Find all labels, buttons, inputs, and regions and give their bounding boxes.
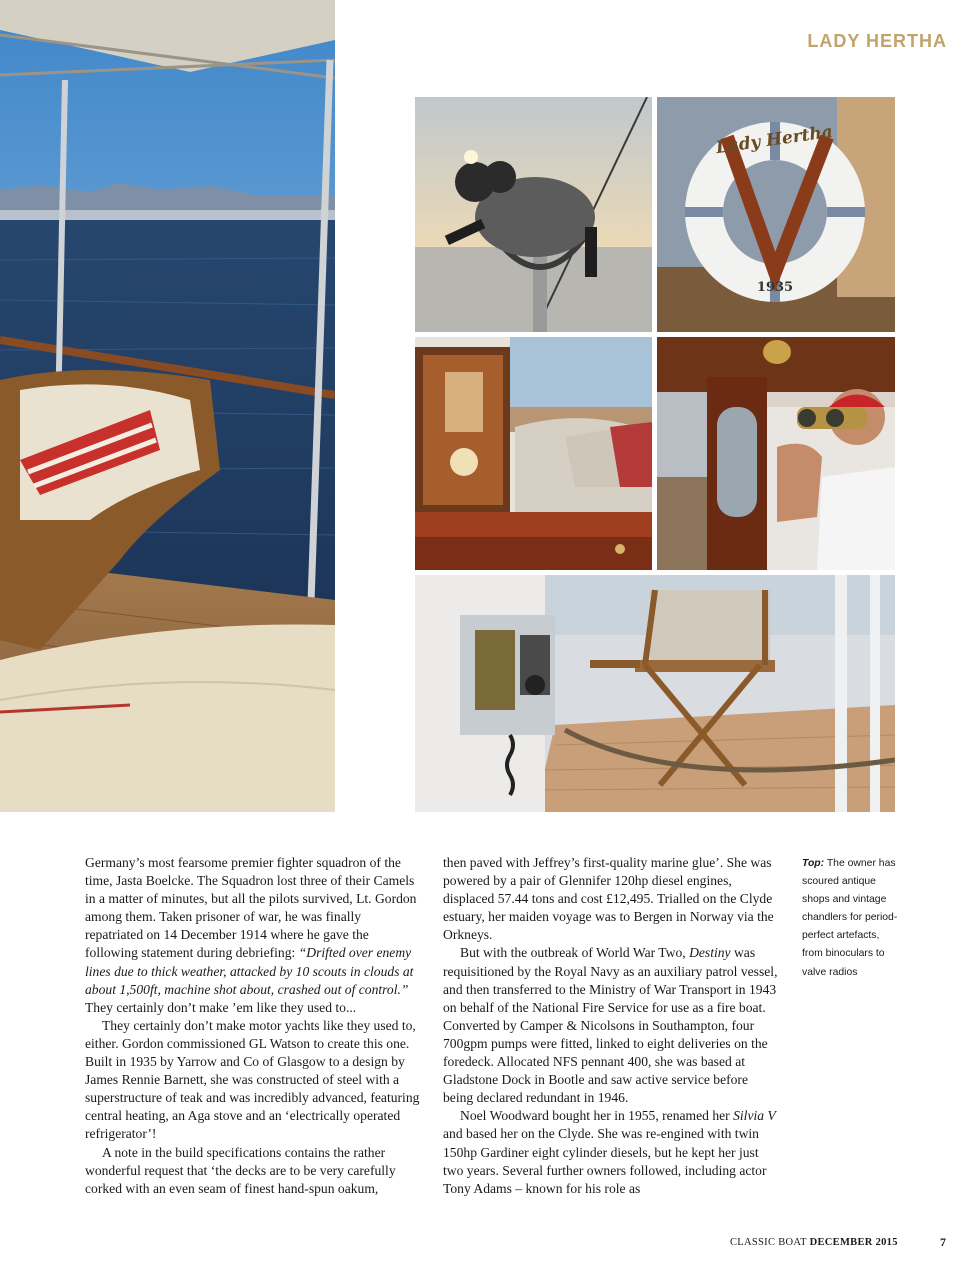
mounted-binoculars-photo-icon [415,97,652,332]
lifebuoy-name-text: Lady Hertha [714,121,834,159]
owner-binoculars-photo-icon [657,337,895,570]
deck-telephone-chair-photo-icon [415,575,895,812]
lifebuoy-year-text: 1935 [756,280,794,295]
magazine-name: CLASSIC BOAT [730,1237,807,1248]
article-paragraph: then paved with Jeffrey’s first-quality marine glue’. She was powered by a pair of Glennifer 120hp diesel engines, displaced 57.44 tons and cost £12,495. Trialled on the Clyde estuary, her maiden voyage was to Bergen in Norway via the Orkneys. [443,855,774,943]
lifebuoy-photo-icon [657,97,895,332]
article-text: was requisitioned by the Royal Navy as an auxiliary patrol vessel, and then transferred to the Ministry of War Transport in 1943 on behalf of the National Fire Service for use as a fire boat. Converted by Camper & Nicolsons in Southampton, four 700gpm pumps were fitted, linked to eight deliveries on the foredeck. Allocated NFS pennant 400, she was based at Gladstone Dock in Bootle and saw active service before being declared redundant in 1946. [443,945,778,1106]
debriefing-quote: “Drifted over enemy lines due to thick weather, attacked by 10 scouts in clouds at about 1,500ft, machine shot about, crashed out of control.” [85,945,414,997]
valve-radio-photo-icon [415,337,652,570]
deck-telephone-chair-photo [415,575,895,812]
owner-with-binoculars-photo [657,337,895,570]
issue-date: DECEMBER 2015 [809,1237,898,1248]
yacht-name: Destiny [689,945,731,961]
article-paragraph: They certainly don’t make motor yachts like they used to, either. Gordon commissioned GL Watson to create this one. Built in 1935 by Yarrow and Co of Glasgow to a design by James Rennie Barnett, she was constructed of steel with a superstructure of teak and was incredibly advanced, featuring central heating, an Aga stove and an ‘electrically operated refrigerator’! [85,1017,420,1142]
article-column-2 [443,854,778,1198]
article-paragraph [443,1107,778,1197]
page-footer [730,1237,898,1248]
main-yacht-deck-photo [0,0,335,812]
photo-caption [802,855,902,982]
caption-text: The owner has scoured antique shops and vintage chandlers for period-perfect artefacts, from binoculars to valve radios [802,858,898,978]
article-text: They certainly don’t make ’em like they used to... [85,999,357,1015]
article-text: But with the outbreak of World War Two, [460,945,690,961]
yacht-name: Silvia V [733,1108,776,1124]
page-number: 7 [940,1235,946,1249]
article-paragraph [443,944,778,1107]
caption-lead: Top: [802,858,825,869]
article-text: and based her on the Clyde. She was re-engined with twin 150hp Gardiner eight cylinder diesels, but he kept her just two years. Several further owners followed, including actor Tony Adams – known for his role as [443,1126,767,1196]
lifebuoy-photo [657,97,895,332]
valve-radio-photo [415,337,652,570]
section-title: LADY HERTHA [807,31,947,51]
article-text: Noel Woodward bought her in 1955, renamed her [460,1108,734,1124]
mounted-binoculars-photo [415,97,652,332]
article-column-1 [85,854,420,1198]
yacht-deck-photo-icon [0,0,335,812]
article-text: Germany’s most fearsome premier fighter squadron of the time, Jasta Boelcke. The Squadron lost three of their Camels in a matter of minutes, but all the pilots survived, Lt. Gordon among them. Taken prisoner of war, he was finally repatriated on 14 December 1914 where he gave the following statement during debriefing: [85,855,417,961]
article-paragraph: A note in the build specifications contains the rather wonderful request that ‘the decks are to be very carefully corked with an even seam of finest hand-spun oakum, [85,1144,396,1196]
article-paragraph [85,854,420,1017]
